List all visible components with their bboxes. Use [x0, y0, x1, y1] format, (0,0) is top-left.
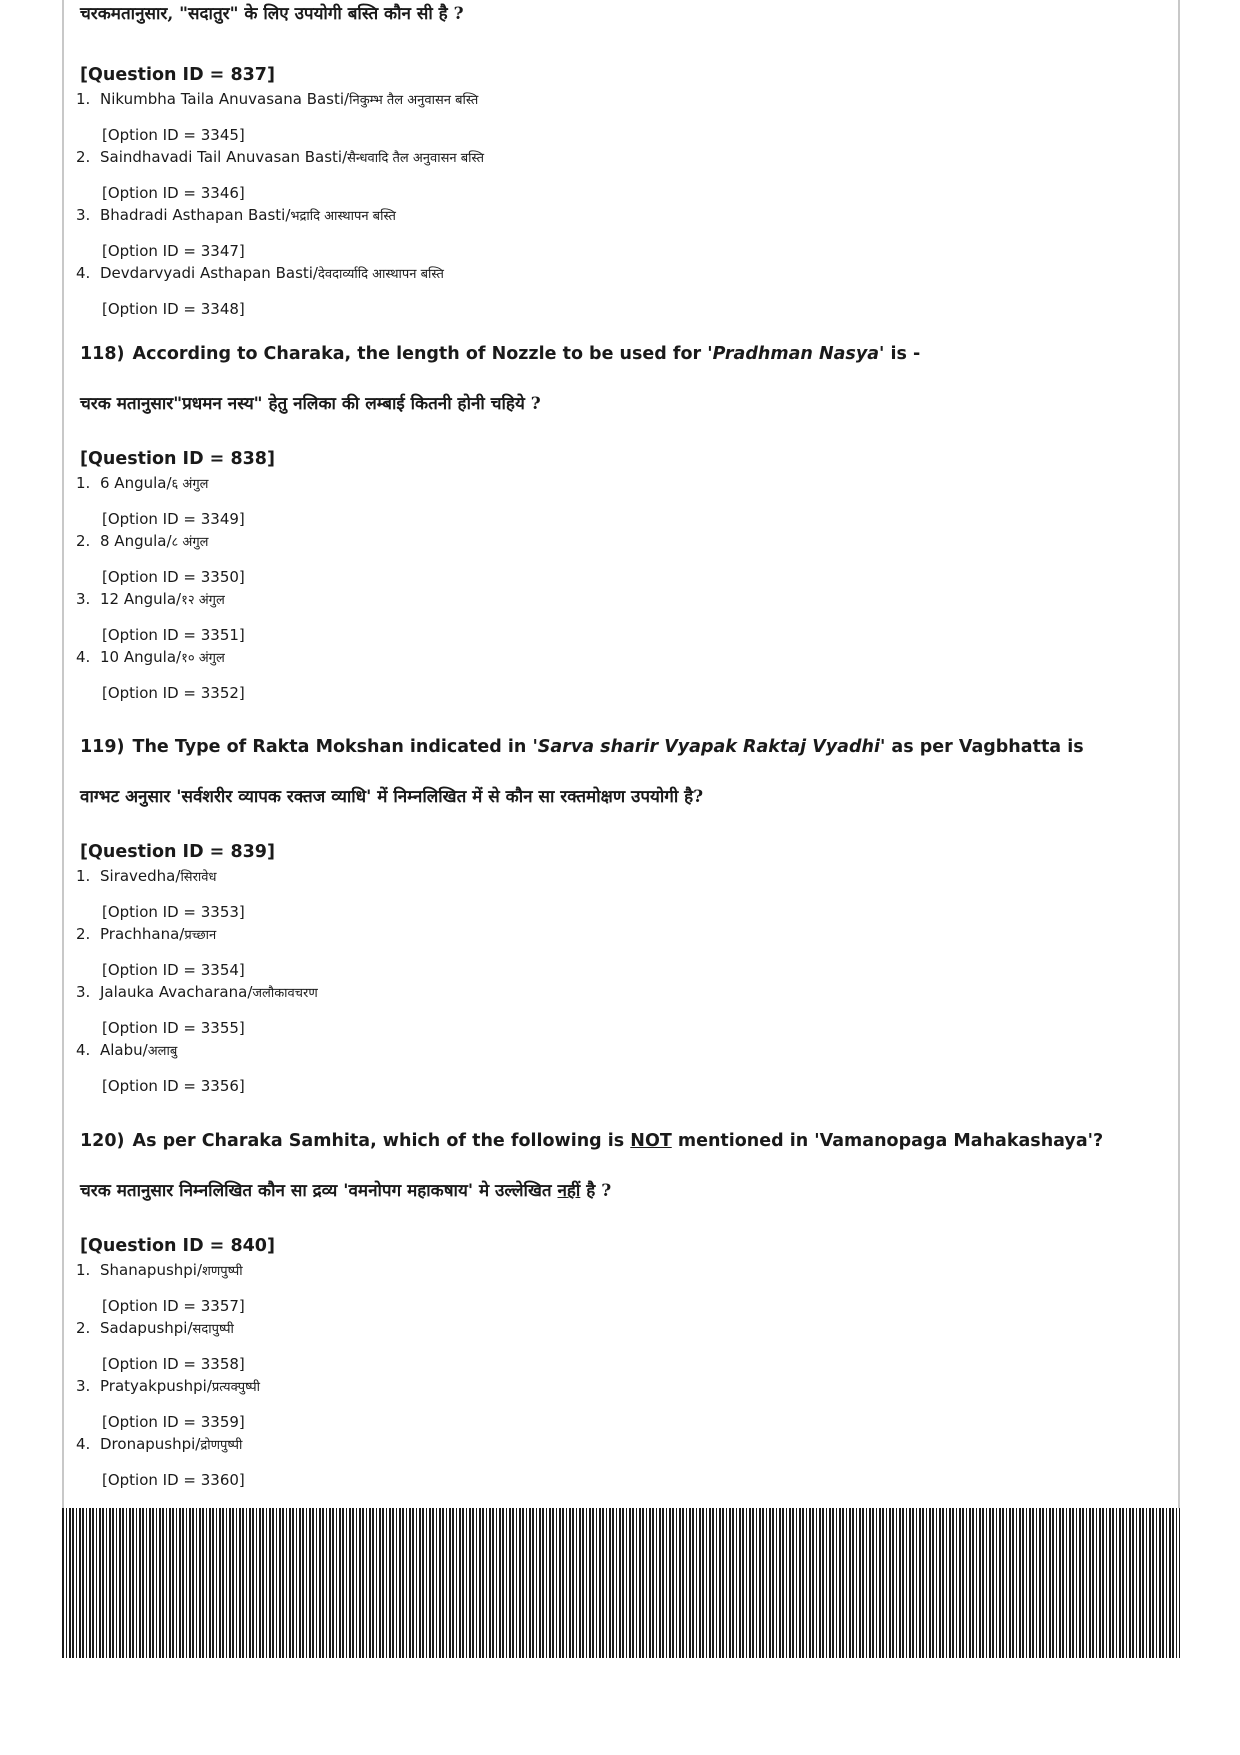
option-number: 2. — [76, 148, 91, 166]
option-text-hi: भद्रादि आस्थापन बस्ति — [290, 209, 396, 224]
option-text-en: Sadapushpi/ — [100, 1319, 193, 1337]
option-text-hi: ८ अंगुल — [171, 535, 209, 550]
option-text-en: Pratyakpushpi/ — [100, 1377, 212, 1395]
question-text-part: as per Vagbhatta is — [885, 737, 1084, 757]
option-id: [Option ID = 3348] — [102, 300, 245, 318]
question-text-emphasis: 'Sarva sharir Vyapak Raktaj Vyadhi' — [532, 737, 886, 757]
option-item — [76, 1039, 1170, 1097]
option-text-en: Siravedha/ — [100, 867, 181, 885]
option-text-hi: सदापुष्पी — [192, 1322, 234, 1337]
option-item — [76, 530, 1170, 588]
option-text-en: 12 Angula/ — [100, 590, 182, 608]
option-item — [76, 262, 1170, 320]
option-text-hi: सैन्धवादि तैल अनुवासन बस्ति — [347, 151, 485, 166]
option-id: [Option ID = 3359] — [102, 1413, 245, 1431]
option-text-en: Saindhavadi Tail Anuvasan Basti/ — [100, 148, 348, 166]
question-id: [Question ID = 840] — [80, 1236, 275, 1256]
question-text-en — [80, 733, 1170, 761]
option-id: [Option ID = 3358] — [102, 1355, 245, 1373]
question-hindi-text: चरक मतानुसार"प्रधमन नस्य" हेतु नलिका की लम्बाई कितनी होनी चहिये ? — [80, 394, 541, 414]
option-id: [Option ID = 3349] — [102, 510, 245, 528]
question-120-block — [76, 1127, 1170, 1491]
question-118-block — [76, 340, 1170, 704]
option-text-hi: निकुम्भ तैल अनुवासन बस्ति — [349, 93, 479, 108]
option-text-en: 8 Angula/ — [100, 532, 172, 550]
option-id: [Option ID = 3354] — [102, 961, 245, 979]
option-text-en: Prachhana/ — [100, 925, 185, 943]
option-item — [76, 1433, 1170, 1491]
option-id: [Option ID = 3347] — [102, 242, 245, 260]
option-item — [76, 88, 1170, 146]
option-text-hi: १० अंगुल — [181, 651, 225, 666]
option-text-hi: ६ अंगुल — [171, 477, 209, 492]
option-id: [Option ID = 3360] — [102, 1471, 245, 1489]
option-id: [Option ID = 3353] — [102, 903, 245, 921]
barcode-footer — [62, 1508, 1180, 1658]
question-text-part: The Type of Rakta Mokshan indicated in — [132, 737, 533, 757]
option-number: 1. — [76, 90, 91, 108]
question-text-en — [80, 1127, 1170, 1155]
option-id: [Option ID = 3355] — [102, 1019, 245, 1037]
question-number: 120) — [80, 1131, 125, 1151]
option-text-hi: देवदार्व्यादि आस्थापन बस्ति — [317, 267, 444, 282]
option-item — [76, 981, 1170, 1039]
option-item — [76, 146, 1170, 204]
question-number: 118) — [80, 344, 125, 364]
option-list — [76, 1259, 1170, 1491]
option-text-en: Alabu/ — [100, 1041, 148, 1059]
option-text-en: Bhadradi Asthapan Basti/ — [100, 206, 291, 224]
option-text-en: Dronapushpi/ — [100, 1435, 201, 1453]
option-item — [76, 1259, 1170, 1317]
option-text-en: Shanapushpi/ — [100, 1261, 203, 1279]
option-id: [Option ID = 3350] — [102, 568, 245, 586]
option-item — [76, 1375, 1170, 1433]
option-text-hi: १२ अंगुल — [181, 593, 225, 608]
option-text-hi: प्रच्छान — [184, 928, 217, 943]
option-item — [76, 865, 1170, 923]
question-text-underline: NOT — [630, 1131, 672, 1151]
option-item — [76, 472, 1170, 530]
question-hindi-part: चरक मतानुसार निम्नलिखित कौन सा द्रव्य 'वमनोपग महाकषाय' मे उल्लेखित — [80, 1181, 558, 1201]
option-item — [76, 646, 1170, 704]
option-id: [Option ID = 3352] — [102, 684, 245, 702]
option-text-hi: प्रत्यक्पुष्पी — [211, 1380, 261, 1395]
question-hindi-text: चरकमतानुसार, "सदातुर" के लिए उपयोगी बस्ति कौन सी है ? — [80, 4, 464, 24]
option-text-en: Nikumbha Taila Anuvasana Basti/ — [100, 90, 350, 108]
option-list — [76, 865, 1170, 1097]
option-item — [76, 204, 1170, 262]
option-item — [76, 923, 1170, 981]
question-id: [Question ID = 837] — [80, 65, 275, 85]
option-number: 3. — [76, 590, 91, 608]
question-text-en — [80, 340, 1170, 368]
question-hindi-text: वाग्भट अनुसार 'सर्वशरीर व्यापक रक्तज व्याधि' में निम्नलिखित में से कौन सा रक्तमोक्षण उपयोगी है? — [80, 787, 704, 807]
option-text-hi: द्रोणपुष्पी — [200, 1438, 243, 1453]
option-text-hi: जलौकावचरण — [252, 986, 318, 1001]
option-list — [76, 88, 1170, 320]
option-number: 3. — [76, 983, 91, 1001]
option-text-hi: अलाबु — [147, 1044, 178, 1059]
option-id: [Option ID = 3357] — [102, 1297, 245, 1315]
intro-block — [80, 0, 1170, 28]
question-text-emphasis: 'Pradhman Nasya' — [707, 344, 885, 364]
question-hindi-underline: नहीं — [557, 1181, 581, 1201]
option-number: 4. — [76, 648, 91, 666]
option-id: [Option ID = 3345] — [102, 126, 245, 144]
option-number: 4. — [76, 1435, 91, 1453]
option-number: 3. — [76, 206, 91, 224]
question-hindi-part: है ? — [580, 1181, 612, 1201]
question-119-block — [76, 733, 1170, 1097]
option-list — [76, 472, 1170, 704]
option-text-hi: शणपुष्पी — [202, 1264, 243, 1279]
question-text-part: is - — [884, 344, 921, 364]
question-id: [Question ID = 838] — [80, 449, 275, 469]
option-number: 4. — [76, 1041, 91, 1059]
option-text-en: 10 Angula/ — [100, 648, 182, 666]
question-id: [Question ID = 839] — [80, 842, 275, 862]
option-id: [Option ID = 3351] — [102, 626, 245, 644]
option-text-hi: सिरावेध — [180, 870, 217, 885]
option-item — [76, 1317, 1170, 1375]
option-number: 2. — [76, 925, 91, 943]
option-number: 1. — [76, 867, 91, 885]
question-text-part: According to Charaka, the length of Nozzle to be used for — [132, 344, 708, 364]
option-id: [Option ID = 3346] — [102, 184, 245, 202]
option-number: 4. — [76, 264, 91, 282]
option-number: 2. — [76, 1319, 91, 1337]
option-number: 3. — [76, 1377, 91, 1395]
option-text-en: Devdarvyadi Asthapan Basti/ — [100, 264, 318, 282]
option-number: 2. — [76, 532, 91, 550]
option-text-en: Jalauka Avacharana/ — [100, 983, 253, 1001]
option-id: [Option ID = 3356] — [102, 1077, 245, 1095]
question-number: 119) — [80, 737, 125, 757]
question-837-block — [76, 62, 1170, 320]
question-text-part: mentioned in 'Vamanopaga Mahakashaya'? — [671, 1131, 1104, 1151]
question-hindi-text — [80, 1177, 1170, 1205]
question-text-part: As per Charaka Samhita, which of the following is — [132, 1131, 631, 1151]
option-text-en: 6 Angula/ — [100, 474, 172, 492]
option-item — [76, 588, 1170, 646]
option-number: 1. — [76, 1261, 91, 1279]
option-number: 1. — [76, 474, 91, 492]
